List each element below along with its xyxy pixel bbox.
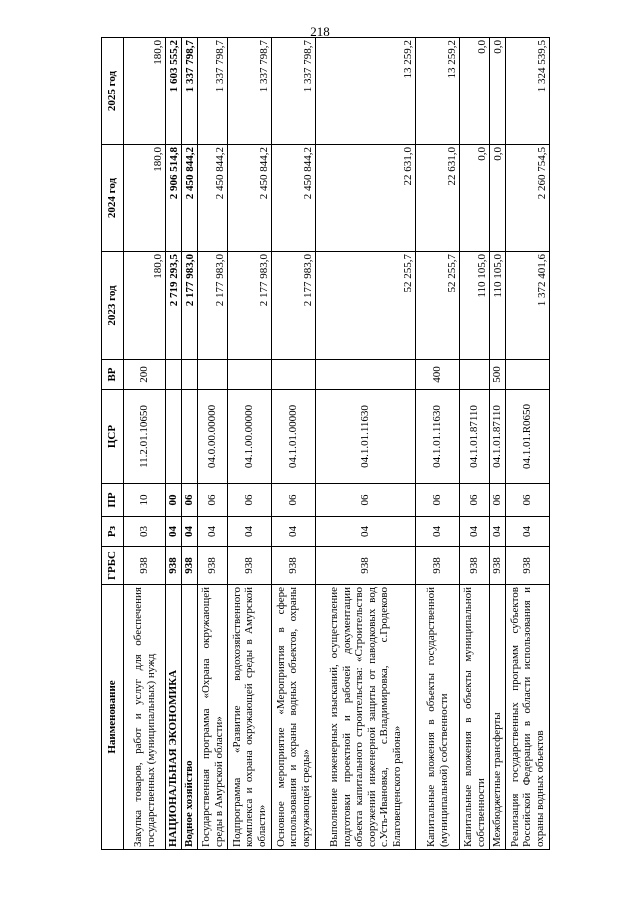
row-2024: 0,0 xyxy=(490,145,506,252)
row-2023: 110 105,0 xyxy=(490,252,506,360)
row-pr: 06 xyxy=(316,484,416,517)
row-2025: 1 337 798,7 xyxy=(198,38,228,145)
row-grbs: 938 xyxy=(124,547,166,585)
row-csr: 04.1.01.87110 xyxy=(490,390,506,484)
row-vr xyxy=(316,360,416,390)
row-2025: 1 337 798,7 xyxy=(228,38,272,145)
row-2025: 0,0 xyxy=(490,38,506,145)
row-2023: 2 177 983,0 xyxy=(198,252,228,360)
row-grbs: 938 xyxy=(182,547,198,585)
row-2023: 2 177 983,0 xyxy=(272,252,316,360)
row-rz: 04 xyxy=(506,517,550,547)
row-2023: 52 255,7 xyxy=(316,252,416,360)
row-vr xyxy=(460,360,490,390)
table-row xyxy=(166,38,182,850)
row-name: Межбюджетные трансферты xyxy=(490,585,506,850)
row-name: Закупка товаров, работ и услуг для обеспечения государственных (муниципальных) нужд xyxy=(124,585,166,850)
row-2025: 1 337 798,7 xyxy=(272,38,316,145)
header-row xyxy=(102,38,124,850)
row-rz: 04 xyxy=(416,517,460,547)
row-2023: 2 719 293,5 xyxy=(166,252,182,360)
row-2024: 22 631,0 xyxy=(416,145,460,252)
row-rz: 04 xyxy=(182,517,198,547)
row-2024: 2 450 844,2 xyxy=(182,145,198,252)
row-csr: 04.1.01.00000 xyxy=(272,390,316,484)
table-row xyxy=(198,38,228,850)
row-csr: 04.1.01.11630 xyxy=(416,390,460,484)
header-csr: ЦСР xyxy=(102,390,124,484)
table-row xyxy=(228,38,272,850)
row-vr xyxy=(166,360,182,390)
row-2024: 180,0 xyxy=(124,145,166,252)
header-name: Наименование xyxy=(102,585,124,850)
row-grbs: 938 xyxy=(228,547,272,585)
budget-table xyxy=(101,37,550,850)
table-row xyxy=(460,38,490,850)
row-pr: 06 xyxy=(272,484,316,517)
row-vr xyxy=(182,360,198,390)
row-csr: 04.1.00.00000 xyxy=(228,390,272,484)
row-grbs: 938 xyxy=(490,547,506,585)
row-2025: 13 259,2 xyxy=(416,38,460,145)
row-pr: 06 xyxy=(490,484,506,517)
row-csr: 11.2.01.10650 xyxy=(124,390,166,484)
header-pr: ПР xyxy=(102,484,124,517)
table-row xyxy=(416,38,460,850)
row-2024: 2 906 514,8 xyxy=(166,145,182,252)
row-name: Государственная программа «Охрана окружающей среды в Амурской области» xyxy=(198,585,228,850)
row-vr xyxy=(272,360,316,390)
header-grbs: ГРБС xyxy=(102,547,124,585)
row-grbs: 938 xyxy=(198,547,228,585)
row-rz: 04 xyxy=(272,517,316,547)
row-grbs: 938 xyxy=(272,547,316,585)
table-row xyxy=(490,38,506,850)
row-rz: 04 xyxy=(166,517,182,547)
row-csr: 04.1.01.87110 xyxy=(460,390,490,484)
header-2024: 2024 год xyxy=(102,145,124,252)
row-pr: 06 xyxy=(460,484,490,517)
row-2024: 2 260 754,5 xyxy=(506,145,550,252)
row-vr: 400 xyxy=(416,360,460,390)
row-name: Реализация государственных программ субъектов Российской Федерации в области использования и охраны водных объектов xyxy=(506,585,550,850)
row-grbs: 938 xyxy=(506,547,550,585)
header-2025: 2025 год xyxy=(102,38,124,145)
header-vr: ВР xyxy=(102,360,124,390)
row-2023: 180,0 xyxy=(124,252,166,360)
row-name: Подпрограмма «Развитие водохозяйственного комплекса и охрана окружающей среды в Амурской области» xyxy=(228,585,272,850)
row-rz: 04 xyxy=(316,517,416,547)
row-name: Основное мероприятие «Мероприятия в сфере использования и охраны водных объектов, охраны окружающей среды» xyxy=(272,585,316,850)
row-rz: 04 xyxy=(198,517,228,547)
row-2025: 13 259,2 xyxy=(316,38,416,145)
table-row xyxy=(182,38,198,850)
row-2023: 1 372 401,6 xyxy=(506,252,550,360)
rotated-table-wrapper xyxy=(101,38,548,850)
row-pr: 06 xyxy=(506,484,550,517)
row-2023: 2 177 983,0 xyxy=(228,252,272,360)
row-rz: 04 xyxy=(460,517,490,547)
row-csr: 04.1.01.11630 xyxy=(316,390,416,484)
row-csr: 04.1.01.R0650 xyxy=(506,390,550,484)
row-2024: 2 450 844,2 xyxy=(198,145,228,252)
table-row xyxy=(124,38,166,850)
table-row xyxy=(316,38,416,850)
row-grbs: 938 xyxy=(460,547,490,585)
row-grbs: 938 xyxy=(316,547,416,585)
row-name: НАЦИОНАЛЬНАЯ ЭКОНОМИКА xyxy=(166,585,182,850)
row-2023: 2 177 983,0 xyxy=(182,252,198,360)
row-2024: 0,0 xyxy=(460,145,490,252)
row-vr xyxy=(506,360,550,390)
row-rz: 03 xyxy=(124,517,166,547)
row-csr xyxy=(166,390,182,484)
row-2025: 1 324 539,5 xyxy=(506,38,550,145)
row-name: Капитальные вложения в объекты муниципальной собственности xyxy=(460,585,490,850)
row-pr: 06 xyxy=(416,484,460,517)
row-vr: 500 xyxy=(490,360,506,390)
row-csr: 04.0.00.00000 xyxy=(198,390,228,484)
row-csr xyxy=(182,390,198,484)
row-pr: 10 xyxy=(124,484,166,517)
row-2023: 52 255,7 xyxy=(416,252,460,360)
row-2025: 1 603 555,2 xyxy=(166,38,182,145)
row-vr xyxy=(198,360,228,390)
row-name: Выполнение инженерных изысканий, осуществление подготовки проектной и рабочей документации объекта капитального строительства: «Строительство сооружений инженерной защиты от паводковых вод с.Усть-Ивановка, с.Владимировка, с.Гродеково Благовещенского района» xyxy=(316,585,416,850)
row-pr: 06 xyxy=(228,484,272,517)
row-2025: 180,0 xyxy=(124,38,166,145)
row-grbs: 938 xyxy=(416,547,460,585)
row-2024: 2 450 844,2 xyxy=(272,145,316,252)
row-2025: 0,0 xyxy=(460,38,490,145)
row-name: Капитальные вложения в объекты государственной (муниципальной) собственности xyxy=(416,585,460,850)
table-row xyxy=(506,38,550,850)
row-vr xyxy=(228,360,272,390)
page-number: 218 xyxy=(310,24,330,39)
row-pr: 06 xyxy=(198,484,228,517)
header-rz: Рз xyxy=(102,517,124,547)
row-2025: 1 337 798,7 xyxy=(182,38,198,145)
row-name: Водное хозяйство xyxy=(182,585,198,850)
row-grbs: 938 xyxy=(166,547,182,585)
row-2023: 110 105,0 xyxy=(460,252,490,360)
row-2024: 2 450 844,2 xyxy=(228,145,272,252)
row-rz: 04 xyxy=(490,517,506,547)
row-vr: 200 xyxy=(124,360,166,390)
table-row xyxy=(272,38,316,850)
row-rz: 04 xyxy=(228,517,272,547)
header-2023: 2023 год xyxy=(102,252,124,360)
row-pr: 00 xyxy=(166,484,182,517)
row-2024: 22 631,0 xyxy=(316,145,416,252)
row-pr: 06 xyxy=(182,484,198,517)
